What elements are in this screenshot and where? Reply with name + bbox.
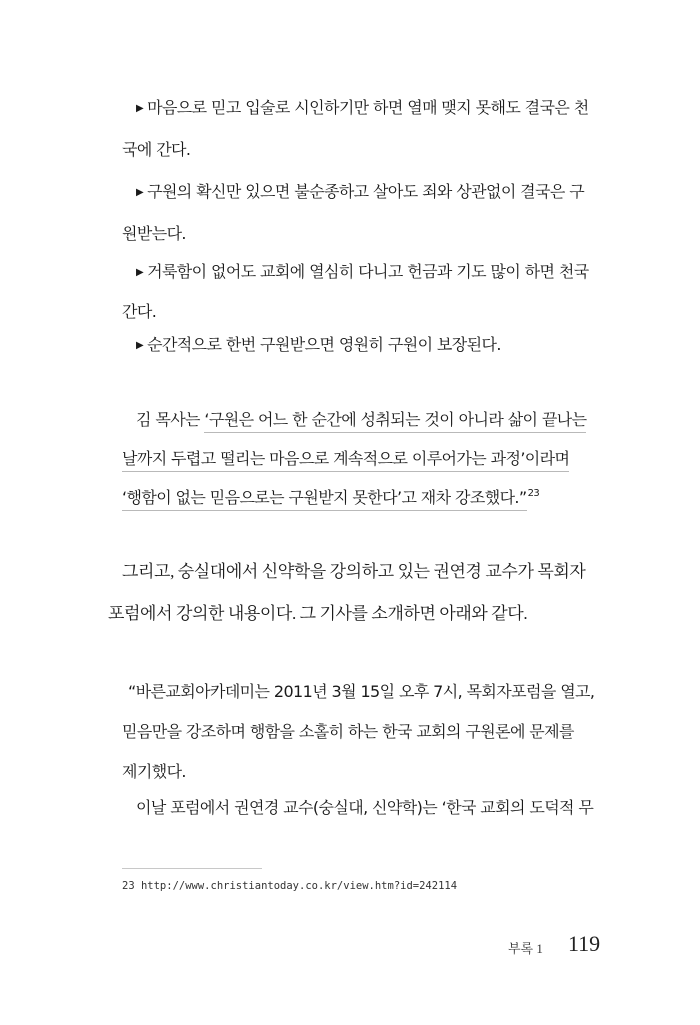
page-number: 119	[568, 931, 601, 956]
bullet-text: 거룩함이 없어도 교회에 열심히 다니고 헌금과 기도 많이 하면 천국	[147, 262, 589, 281]
quote2-line3: 제기했다.	[122, 762, 186, 781]
quote2-line4: 이날 포럼에서 권연경 교수(숭실대, 신약학)는 ‘한국 교회의 도덕적 무	[136, 798, 594, 817]
quote1-line1	[136, 410, 586, 430]
quote1-prefix: 김 목사는	[136, 410, 205, 429]
quote2-line2: 믿음만을 강조하며 행함을 소홀히 하는 한국 교회의 구원론에 문제를	[122, 722, 574, 741]
bullet-text: 순간적으로 한번 구원받으면 영원히 구원이 보장된다.	[147, 335, 501, 354]
bullet-item-1-cont: 국에 간다.	[122, 140, 191, 159]
body-line2: 포럼에서 강의한 내용이다. 그 기사를 소개하면 아래와 같다.	[108, 604, 528, 623]
bullet-item-4	[136, 335, 501, 358]
bullet-item-2	[136, 182, 584, 205]
triangle-bullet-icon: ▶	[136, 340, 144, 351]
bullet-text: 구원의 확신만 있으면 불순종하고 살아도 죄와 상관없이 결국은 구	[147, 182, 585, 201]
body-line1: 그리고, 숭실대에서 신약학을 강의하고 있는 권연경 교수가 목회자	[122, 562, 586, 581]
quote1-line3: ‘행함이 없는 믿음으로는 구원받지 못한다’고 재차 강조했다.”$^{23}$	[122, 488, 539, 511]
triangle-bullet-icon: ▶	[136, 267, 144, 278]
bullet-item-1	[136, 98, 589, 121]
bullet-item-2-cont: 원받는다.	[122, 224, 186, 243]
footnote-reference: 23	[527, 488, 540, 499]
footnote-text: 23 http://www.christiantoday.co.kr/view.htm?id=242114	[122, 880, 458, 892]
running-footer-section: 부록 1	[508, 941, 543, 956]
bullet-item-3-cont: 간다.	[122, 302, 157, 321]
triangle-bullet-icon: ▶	[136, 187, 144, 198]
quote1-underlined: ‘구원은 어느 한 순간에 성취되는 것이 아니라 삶이 끝나는	[204, 410, 586, 433]
footnote-divider	[122, 868, 262, 869]
quote2-line1: “바른교회아카데미는 2011년 3월 15일 오후 7시, 목회자포럼을 열고,	[128, 682, 595, 701]
quote1-line2: 날까지 두렵고 떨리는 마음으로 계속적으로 이루어가는 과정’이라며	[122, 449, 569, 469]
bullet-item-3	[136, 262, 589, 285]
triangle-bullet-icon: ▶	[136, 103, 144, 114]
bullet-text: 마음으로 믿고 입술로 시인하기만 하면 열매 맺지 못해도 결국은 천	[147, 98, 589, 117]
